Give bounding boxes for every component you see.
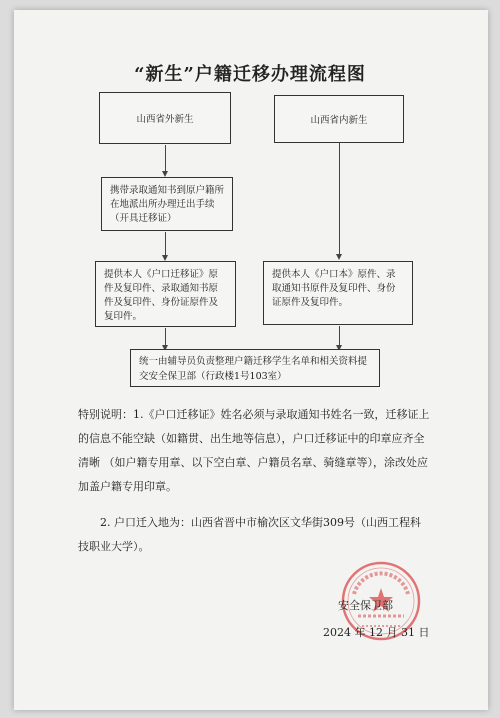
flow-arrow-left-3: [165, 328, 166, 346]
flow-box-inside-province: [274, 95, 404, 143]
flow-box-outside-documents-text: 提供本人《户口迁移证》原件及复印件、录取通知书原件及复印件、身份证原件及复印件。: [104, 269, 219, 322]
flow-box-migration-procedure-text: 携带录取通知书到原户籍所在地派出所办理迁出手续（开具迁移证）: [110, 185, 225, 224]
flow-box-inside-documents-text: 提供本人《户口本》原件、录取通知书原件及复印件、身份证原件及复印件。: [272, 269, 396, 308]
flow-box-final-submission-text: 统一由辅导员负责整理户籍迁移学生名单和相关资料提交安全保卫部（行政楼1号103室）: [139, 356, 368, 382]
flow-arrow-right-3: [339, 326, 340, 346]
flow-box-final-submission: [130, 349, 380, 387]
flow-box-inside-documents: [263, 261, 413, 325]
signature-date: 2024 年 12 月 31 日: [323, 626, 430, 639]
flow-box-migration-procedure: [101, 177, 233, 231]
special-note-2: 2. 户口迁入地为：山西省晋中市榆次区文华街309号（山西工程科技职业大学）。: [78, 516, 421, 553]
flow-box-outside-province: [99, 92, 231, 144]
signature-department: 安全保卫部: [338, 599, 393, 612]
page-title: “新生”户籍迁移办理流程图: [134, 64, 366, 85]
flow-box-inside-province-label: 山西省内新生: [310, 115, 368, 126]
special-note-1: 特别说明：1.《户口迁移证》姓名必须与录取通知书姓名一致，迁移证上的信息不能空缺（如籍贯、出生地等信息），户口迁移证中的印章应齐全清晰 （如户籍专用章、以下空白章、户籍员名章、骑缝章等），涂改处应加盖户籍专用印章。: [78, 408, 430, 493]
flow-arrow-right-1: [339, 143, 340, 255]
flow-arrow-left-1: [165, 145, 166, 172]
flow-arrow-left-2: [165, 232, 166, 256]
flow-box-outside-province-label: 山西省外新生: [136, 114, 194, 125]
flow-box-outside-documents: [95, 261, 236, 327]
